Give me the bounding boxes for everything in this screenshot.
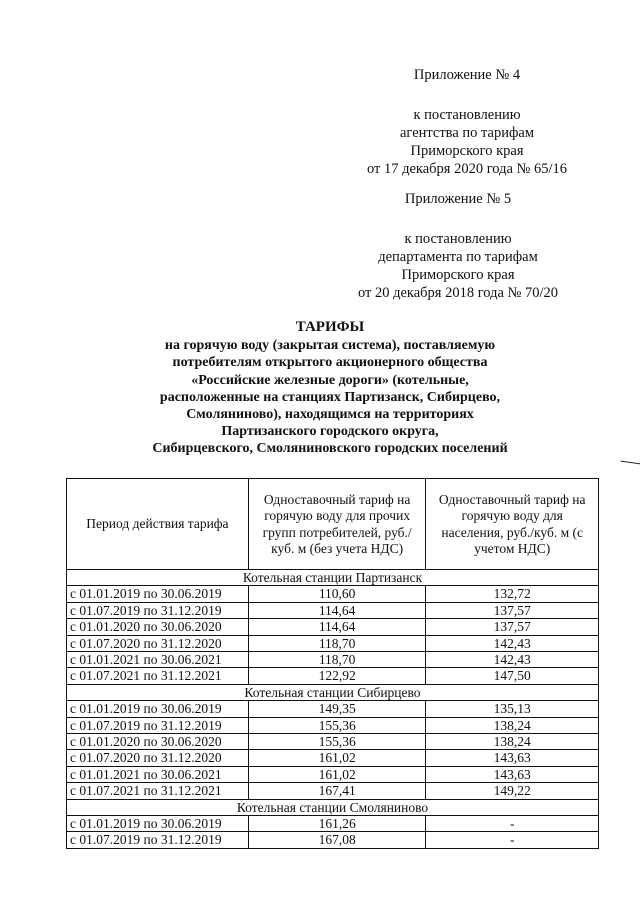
cell-tariff-population: 137,57 xyxy=(426,619,599,635)
table-row xyxy=(67,635,599,651)
cell-tariff-other: 114,64 xyxy=(248,619,426,635)
cell-tariff-other: 155,36 xyxy=(248,734,426,750)
cell-tariff-population: - xyxy=(426,832,599,848)
cell-tariff-other: 167,08 xyxy=(248,832,426,848)
title-line: Партизанского городского округа, xyxy=(221,424,439,440)
appendix-5-line: к постановлению xyxy=(404,231,512,247)
cell-period: с 01.01.2021 по 30.06.2021 xyxy=(67,652,249,668)
appendix-5-number: Приложение № 5 xyxy=(404,191,512,207)
table-row xyxy=(67,602,599,618)
cell-tariff-other: 155,36 xyxy=(248,717,426,733)
table-row xyxy=(67,586,599,602)
margin-scan-mark xyxy=(619,461,640,473)
section-row xyxy=(67,799,599,815)
appendix-4-line: к постановлению xyxy=(413,107,521,123)
cell-period: с 01.07.2020 по 31.12.2020 xyxy=(67,635,249,651)
appendix-5-line: Приморского края xyxy=(401,267,515,283)
table-row xyxy=(67,619,599,635)
table-row xyxy=(67,766,599,782)
appendix-4-line: агентства по тарифам xyxy=(400,125,534,141)
table-row xyxy=(67,717,599,733)
title-line: Сибирцевского, Смоляниновского городских поселений xyxy=(152,441,508,457)
cell-tariff-population: 149,22 xyxy=(426,783,599,799)
cell-period: с 01.07.2019 по 31.12.2019 xyxy=(67,717,249,733)
cell-tariff-population: 142,43 xyxy=(426,652,599,668)
section-row xyxy=(67,570,599,586)
cell-period: с 01.01.2019 по 30.06.2019 xyxy=(67,701,249,717)
appendix-5-line: от 20 декабря 2018 года № 70/20 xyxy=(357,285,559,301)
section-title: Котельная станции Смоляниново xyxy=(67,799,599,815)
cell-tariff-population: 147,50 xyxy=(426,668,599,684)
cell-period: с 01.07.2020 по 31.12.2020 xyxy=(67,750,249,766)
table-row xyxy=(67,832,599,848)
cell-tariff-other: 167,41 xyxy=(248,783,426,799)
section-title: Котельная станции Партизанск xyxy=(67,570,599,586)
section-row xyxy=(67,684,599,700)
cell-tariff-other: 114,64 xyxy=(248,602,426,618)
appendix-4-block xyxy=(352,66,582,178)
table-row xyxy=(67,668,599,684)
title-line: расположенные на станциях Партизанск, Сибирцево, xyxy=(159,389,501,405)
cell-period: с 01.07.2019 по 31.12.2019 xyxy=(67,602,249,618)
cell-tariff-other: 110,60 xyxy=(248,586,426,602)
cell-tariff-population: 137,57 xyxy=(426,602,599,618)
cell-tariff-population: - xyxy=(426,816,599,832)
header-tariff-population: Одноставочный тариф на горячую воду для населения, руб./куб. м (с учетом НДС) xyxy=(426,479,599,570)
cell-tariff-population: 138,24 xyxy=(426,734,599,750)
section-title: Котельная станции Сибирцево xyxy=(67,684,599,700)
header-period: Период действия тарифа xyxy=(67,479,249,570)
cell-period: с 01.01.2020 по 30.06.2020 xyxy=(67,734,249,750)
header-tariff-other: Одноставочный тариф на горячую воду для прочих групп потребителей, руб./куб. м (без учета НДС) xyxy=(248,479,426,570)
cell-period: с 01.01.2019 по 30.06.2019 xyxy=(67,586,249,602)
tariff-table xyxy=(66,478,599,849)
cell-tariff-population: 143,63 xyxy=(426,766,599,782)
appendix-4-number: Приложение № 4 xyxy=(413,67,521,83)
cell-period: с 01.07.2021 по 31.12.2021 xyxy=(67,668,249,684)
table-row xyxy=(67,816,599,832)
appendix-4-line: от 17 декабря 2020 года № 65/16 xyxy=(366,161,568,177)
document-title xyxy=(120,319,540,458)
cell-period: с 01.01.2020 по 30.06.2020 xyxy=(67,619,249,635)
title-line: на горячую воду (закрытая система), поставляемую xyxy=(164,338,496,354)
table-row xyxy=(67,750,599,766)
cell-period: с 01.01.2019 по 30.06.2019 xyxy=(67,816,249,832)
cell-tariff-other: 149,35 xyxy=(248,701,426,717)
table-row xyxy=(67,652,599,668)
appendix-5-block xyxy=(334,190,582,302)
cell-tariff-population: 142,43 xyxy=(426,635,599,651)
cell-tariff-population: 135,13 xyxy=(426,701,599,717)
title-line: потребителям открытого акционерного общества xyxy=(172,355,488,371)
cell-period: с 01.07.2021 по 31.12.2021 xyxy=(67,783,249,799)
table-row xyxy=(67,701,599,717)
cell-tariff-other: 118,70 xyxy=(248,635,426,651)
cell-tariff-other: 161,02 xyxy=(248,766,426,782)
appendix-4-line: Приморского края xyxy=(410,143,524,159)
cell-tariff-other: 161,02 xyxy=(248,750,426,766)
title-line: «Российские железные дороги» (котельные, xyxy=(191,372,469,388)
title-main: ТАРИФЫ xyxy=(295,319,365,335)
cell-tariff-other: 161,26 xyxy=(248,816,426,832)
cell-period: с 01.01.2021 по 30.06.2021 xyxy=(67,766,249,782)
table-row xyxy=(67,734,599,750)
cell-tariff-population: 143,63 xyxy=(426,750,599,766)
title-line: Смоляниново), находящимся на территориях xyxy=(186,407,474,423)
appendix-5-line: департамента по тарифам xyxy=(378,249,538,265)
cell-tariff-population: 132,72 xyxy=(426,586,599,602)
table-header-row xyxy=(67,479,599,570)
cell-tariff-other: 118,70 xyxy=(248,652,426,668)
table-row xyxy=(67,783,599,799)
cell-tariff-population: 138,24 xyxy=(426,717,599,733)
cell-period: с 01.07.2019 по 31.12.2019 xyxy=(67,832,249,848)
cell-tariff-other: 122,92 xyxy=(248,668,426,684)
